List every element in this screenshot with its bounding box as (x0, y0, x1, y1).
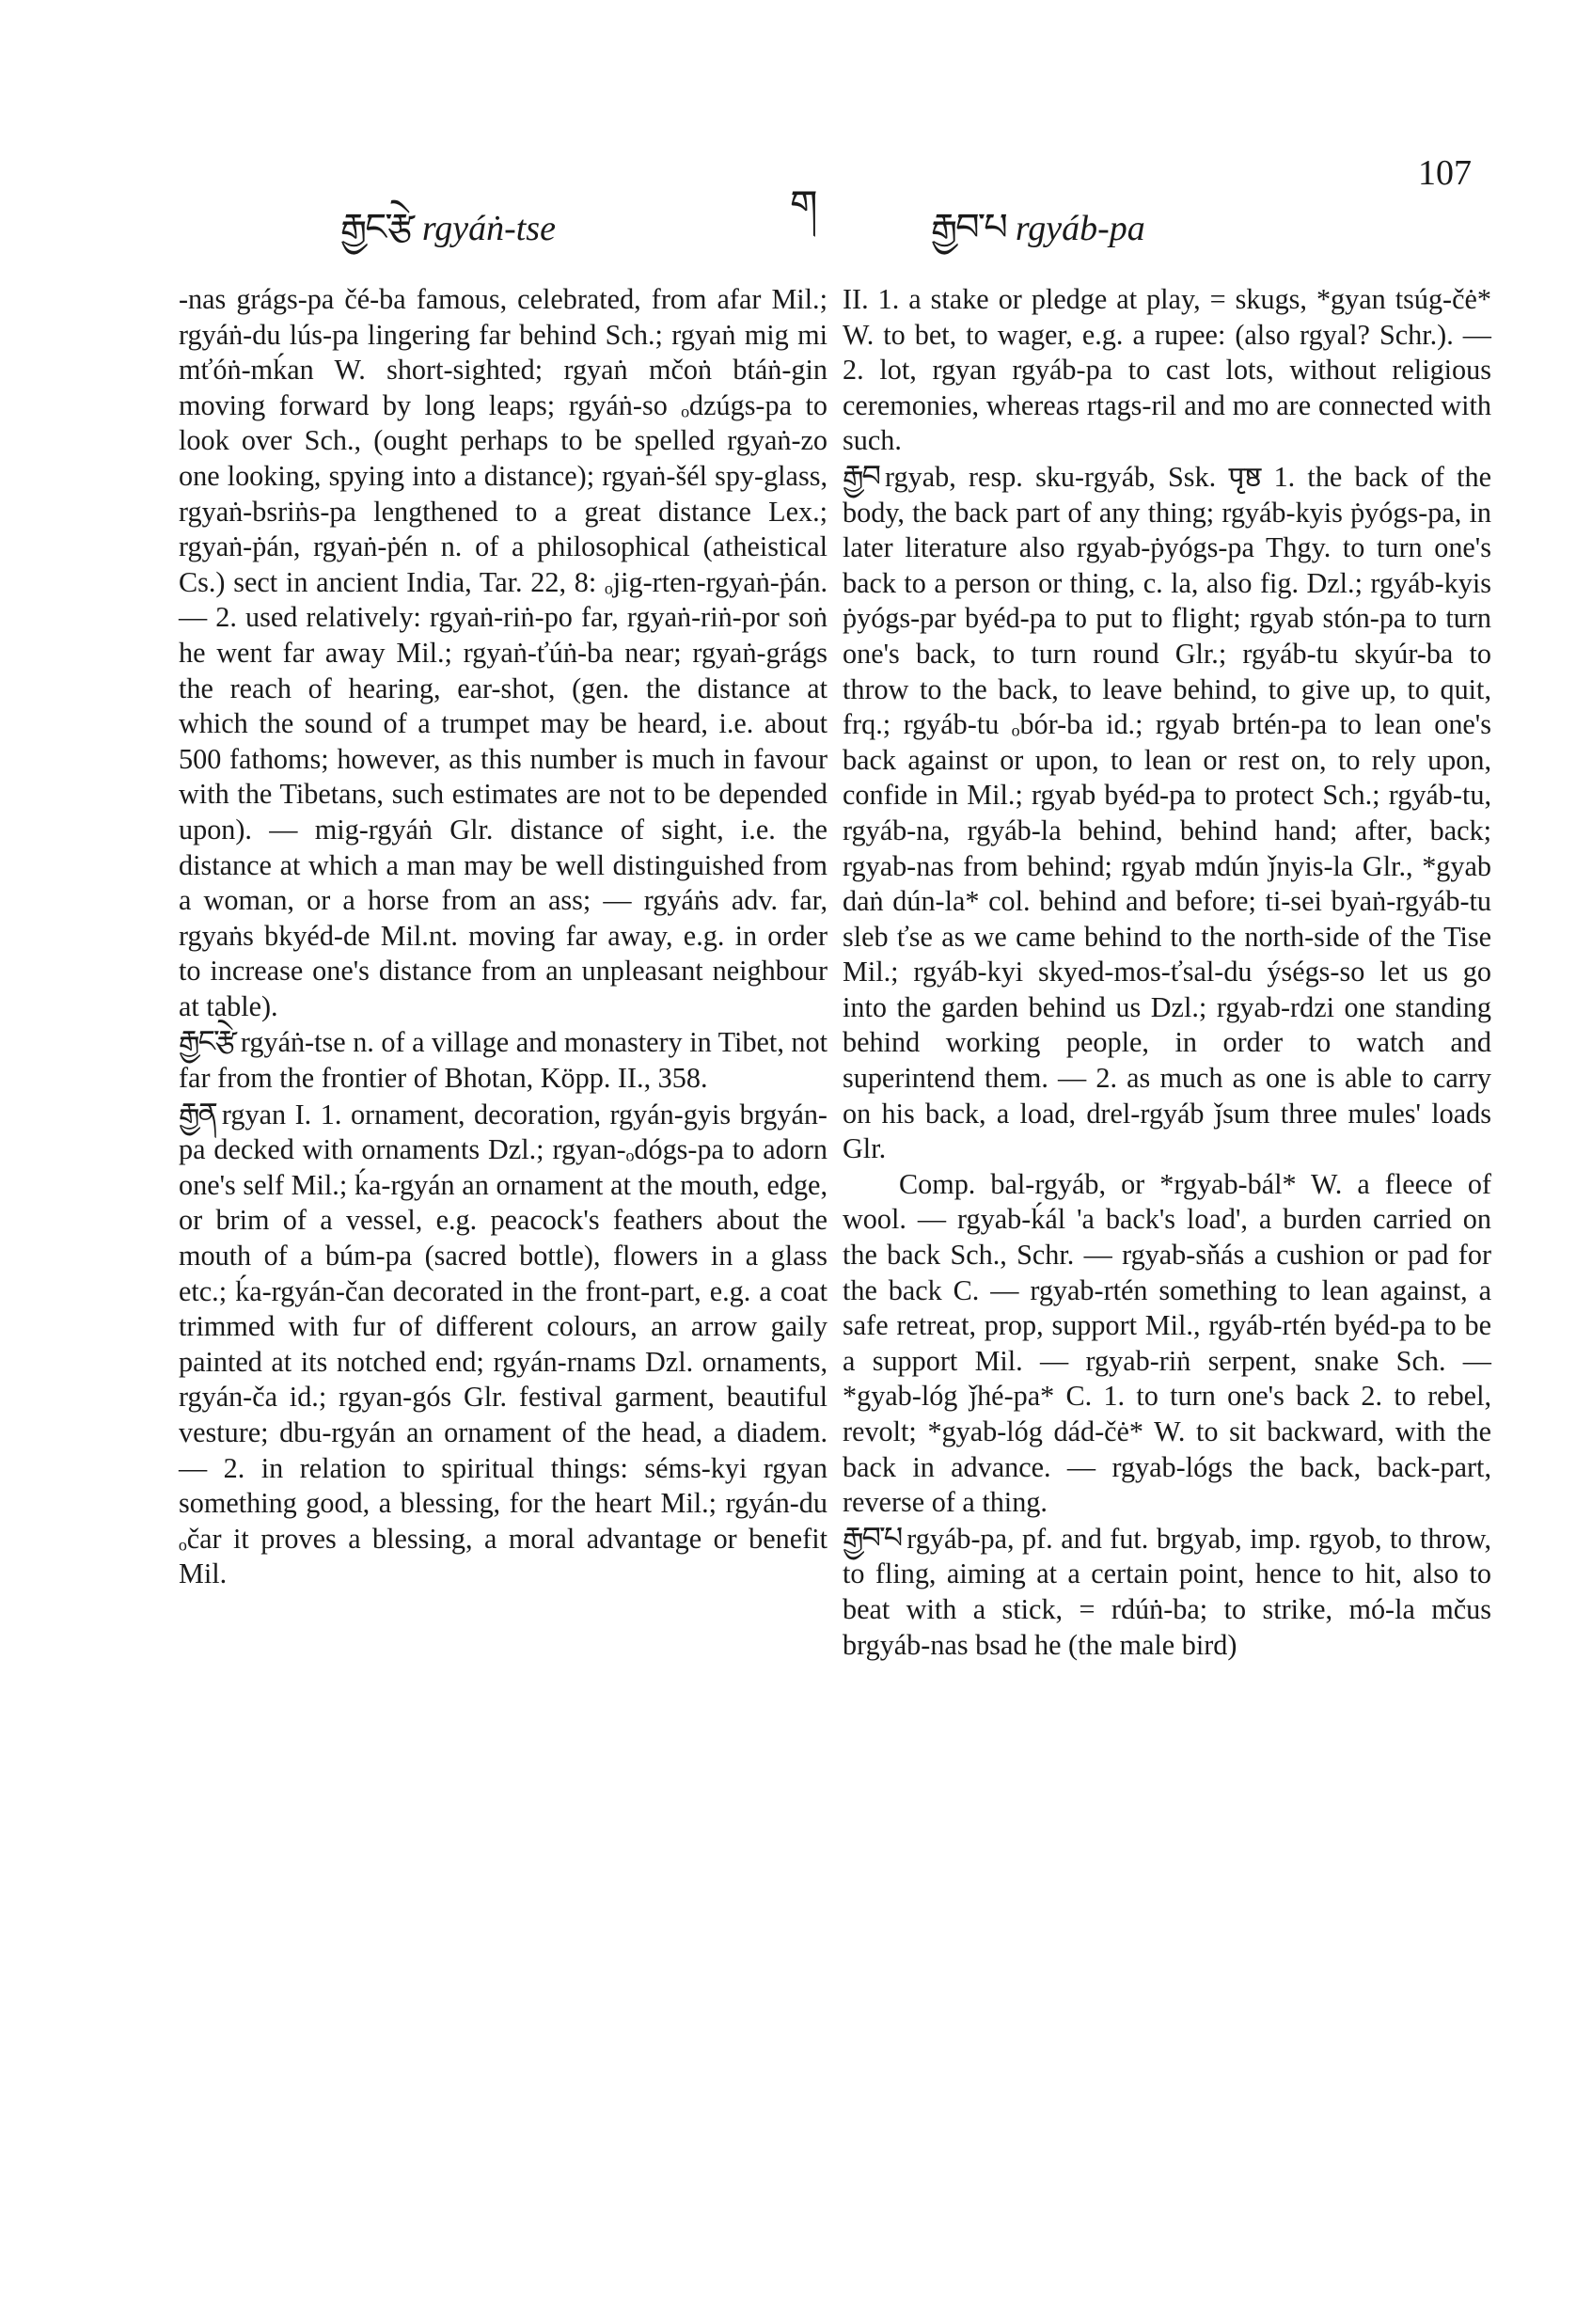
compounds-paragraph: Comp. bal-rgyáb, or *rgyab-bál* W. a fleece of wool. — rgyab-ḱál 'a back's load', a burden carried on the back Sch., Schr. — rgyab-sňás a cushion or pad for the back C. — rgyab-rtén something to lean against, a safe retreat, prop, support Mil., rgyáb-rtén byéd-pa to be a support Mil. — rgyab-riṅ serpent, snake Sch. — *gyab-lóg ǰhé-pa* C. 1. to turn one's back 2. to rebel, revolt; *gyab-lóg dád-čė* W. to sit backward, with the back in advance. — rgyab-lógs the back, back-part, reverse of a thing. (843, 1167, 1491, 1519)
entry-continuation: -nas grágs-pa čé-ba famous, celebrated, from afar Mil.; rgyáṅ-du lús-pa lingering far behind Sch.; rgyaṅ mig mi mťóṅ-mḱan W. short-sighted; rgyaṅ mčoṅ btáṅ-gin moving forward by long leaps; rgyáṅ-so ₒdzúgs-pa to look over Sch., (ought perhaps to be spelled rgyaṅ-zo one looking, spying into a distance); rgyaṅ-šél spy-glass, rgyaṅ-bsriṅs-pa lengthened to a great distance Lex.; rgyaṅ-ṗán, rgyaṅ-ṗén n. of a philosophical (atheistical Cs.) sect in ancient India, Tar. 22, 8: ₒjig-rten-rgyaṅ-ṗán. — 2. used relatively: rgyaṅ-riṅ-po far, rgyaṅ-riṅ-por soṅ he went far away Mil.; rgyaṅ-ťúṅ-ba near; rgyaṅ-grágs the reach of hearing, ear-shot, (gen. the distance at which the sound of a trumpet may be heard, i.e. about 500 fathoms; however, as this number is much in favour with the Tibetans, such estimates are not to be depended upon). — mig-rgyáṅ Glr. distance of sight, i.e. the distance at which a man may be well distinguished from a woman, or a horse from an ass; — rgyáṅs adv. far, rgyaṅs bkyéd-de Mil.nt. moving far away, e.g. in order to increase one's distance from an unpleasant neighbour at table). (179, 283, 827, 1022)
running-head-left-tibetan: རྒྱང་རྩེ (340, 206, 413, 248)
entry-text: rgyáṅ-tse n. of a village and monastery in Tibet, not far from the frontier of Bhotan, Köpp. II., 358. (179, 1026, 827, 1095)
running-head-letter: ག (790, 184, 818, 228)
right-column (843, 282, 1491, 1663)
headword-tibetan: རྒྱན (179, 1096, 216, 1130)
entry-rgyan (179, 1097, 827, 1592)
page-number: 107 (1418, 153, 1472, 193)
entry-rgyang-tse (179, 1024, 827, 1096)
entry-text: rgyan I. 1. ornament, decoration, rgyán-gyis brgyán-pa decked with ornaments Dzl.; rgyan-ₒdógs-pa to adorn one's self Mil.; ḱa-rgyán an ornament at the mouth, edge, or brim of a vessel, e.g. peacock's feathers about the mouth of a búm-pa (sacred bottle), flowers in a glass etc.; ḱa-rgyán-čan decorated in the front-part, e.g. a coat trimmed with fur of different colours, an arrow gaily painted at its notched end; rgyán-rnams Dzl. ornaments, rgyán-ča id.; rgyan-gós Glr. festival garment, beautiful vesture; dbu-rgyán an ornament of the head, a diadem. — 2. in relation to spiritual things: séms-kyi rgyan something good, a blessing, for the heart Mil.; rgyán-du ₒčar it proves a blessing, a moral advantage or benefit Mil. (179, 1098, 827, 1590)
running-head-left (340, 184, 556, 291)
headword-tibetan: རྒྱབ་པ (843, 1520, 902, 1555)
entry-text: rgyáb-pa, pf. and fut. brgyab, imp. rgyob, to throw, to fling, aiming at a certain point, hence to hit, also to beat with a stick, = rdúṅ-ba; to strike, mó-la mčus brgyáb-nas bsad he (the male bird) (843, 1522, 1491, 1661)
entry-text: rgyab, resp. sku-rgyáb, Ssk. पृष्ठ 1. the back of the body, the back part of any thing; rgyáb-kyis ṗyógs-pa, in later literature also rgyab-ṗyógs-pa Thgy. to turn one's back to a person or thing, c. la, also fig. Dzl.; rgyáb-kyis ṗyógs-par byéd-pa to put to flight; rgyab stón-pa to turn one's back, to turn round Glr.; rgyáb-tu skyúr-ba to throw to the back, to leave behind, to give up, to quit, frq.; rgyáb-tu ₒbór-ba id.; rgyab brtén-pa to lean one's back against or upon, to lean or rest on, to rely upon, confide in Mil.; rgyab byéd-pa to protect Sch.; rgyáb-tu, rgyáb-na, rgyáb-la behind, behind hand; after, back; rgyab-nas from behind; rgyab mdún ǰnyis-la Glr., *gyab daṅ dún-la* col. behind and before; ti-sei byaṅ-rgyáb-tu sleb ťse as we came behind to the north-side of the Tise Mil.; rgyáb-kyi skyed-mos-ťsal-du ýségs-so let us go into the garden behind us Dzl.; rgyab-rdzi one standing behind working people, in order to watch and superintend them. — 2. as much as one is able to carry on his back, a load, drel-rgyáb ǰsum three mules' loads Glr. (843, 460, 1491, 1165)
running-head-right-text: rgyáb-pa (1015, 209, 1145, 248)
left-column (179, 282, 827, 1592)
headword-tibetan: རྒྱང་རྩེ (179, 1024, 235, 1059)
entry-continuation: II. 1. a stake or pledge at play, = skugs, *gyan tsúg-čė* W. to bet, to wager, e.g. a rupee: (also rgyal? Schr.). — 2. lot, rgyan rgyáb-pa to cast lots, without religious ceremonies, whereas rtags-ril and mo are connected with such. (843, 283, 1491, 457)
running-head-left-text: rgyáṅ-tse (421, 209, 556, 248)
entry-rgyab (843, 459, 1491, 1167)
headword-tibetan: རྒྱབ (843, 458, 880, 493)
running-head-right (931, 184, 1145, 291)
entry-rgyab-pa (843, 1521, 1491, 1663)
running-head-right-tibetan: རྒྱབ་པ (931, 206, 1006, 248)
